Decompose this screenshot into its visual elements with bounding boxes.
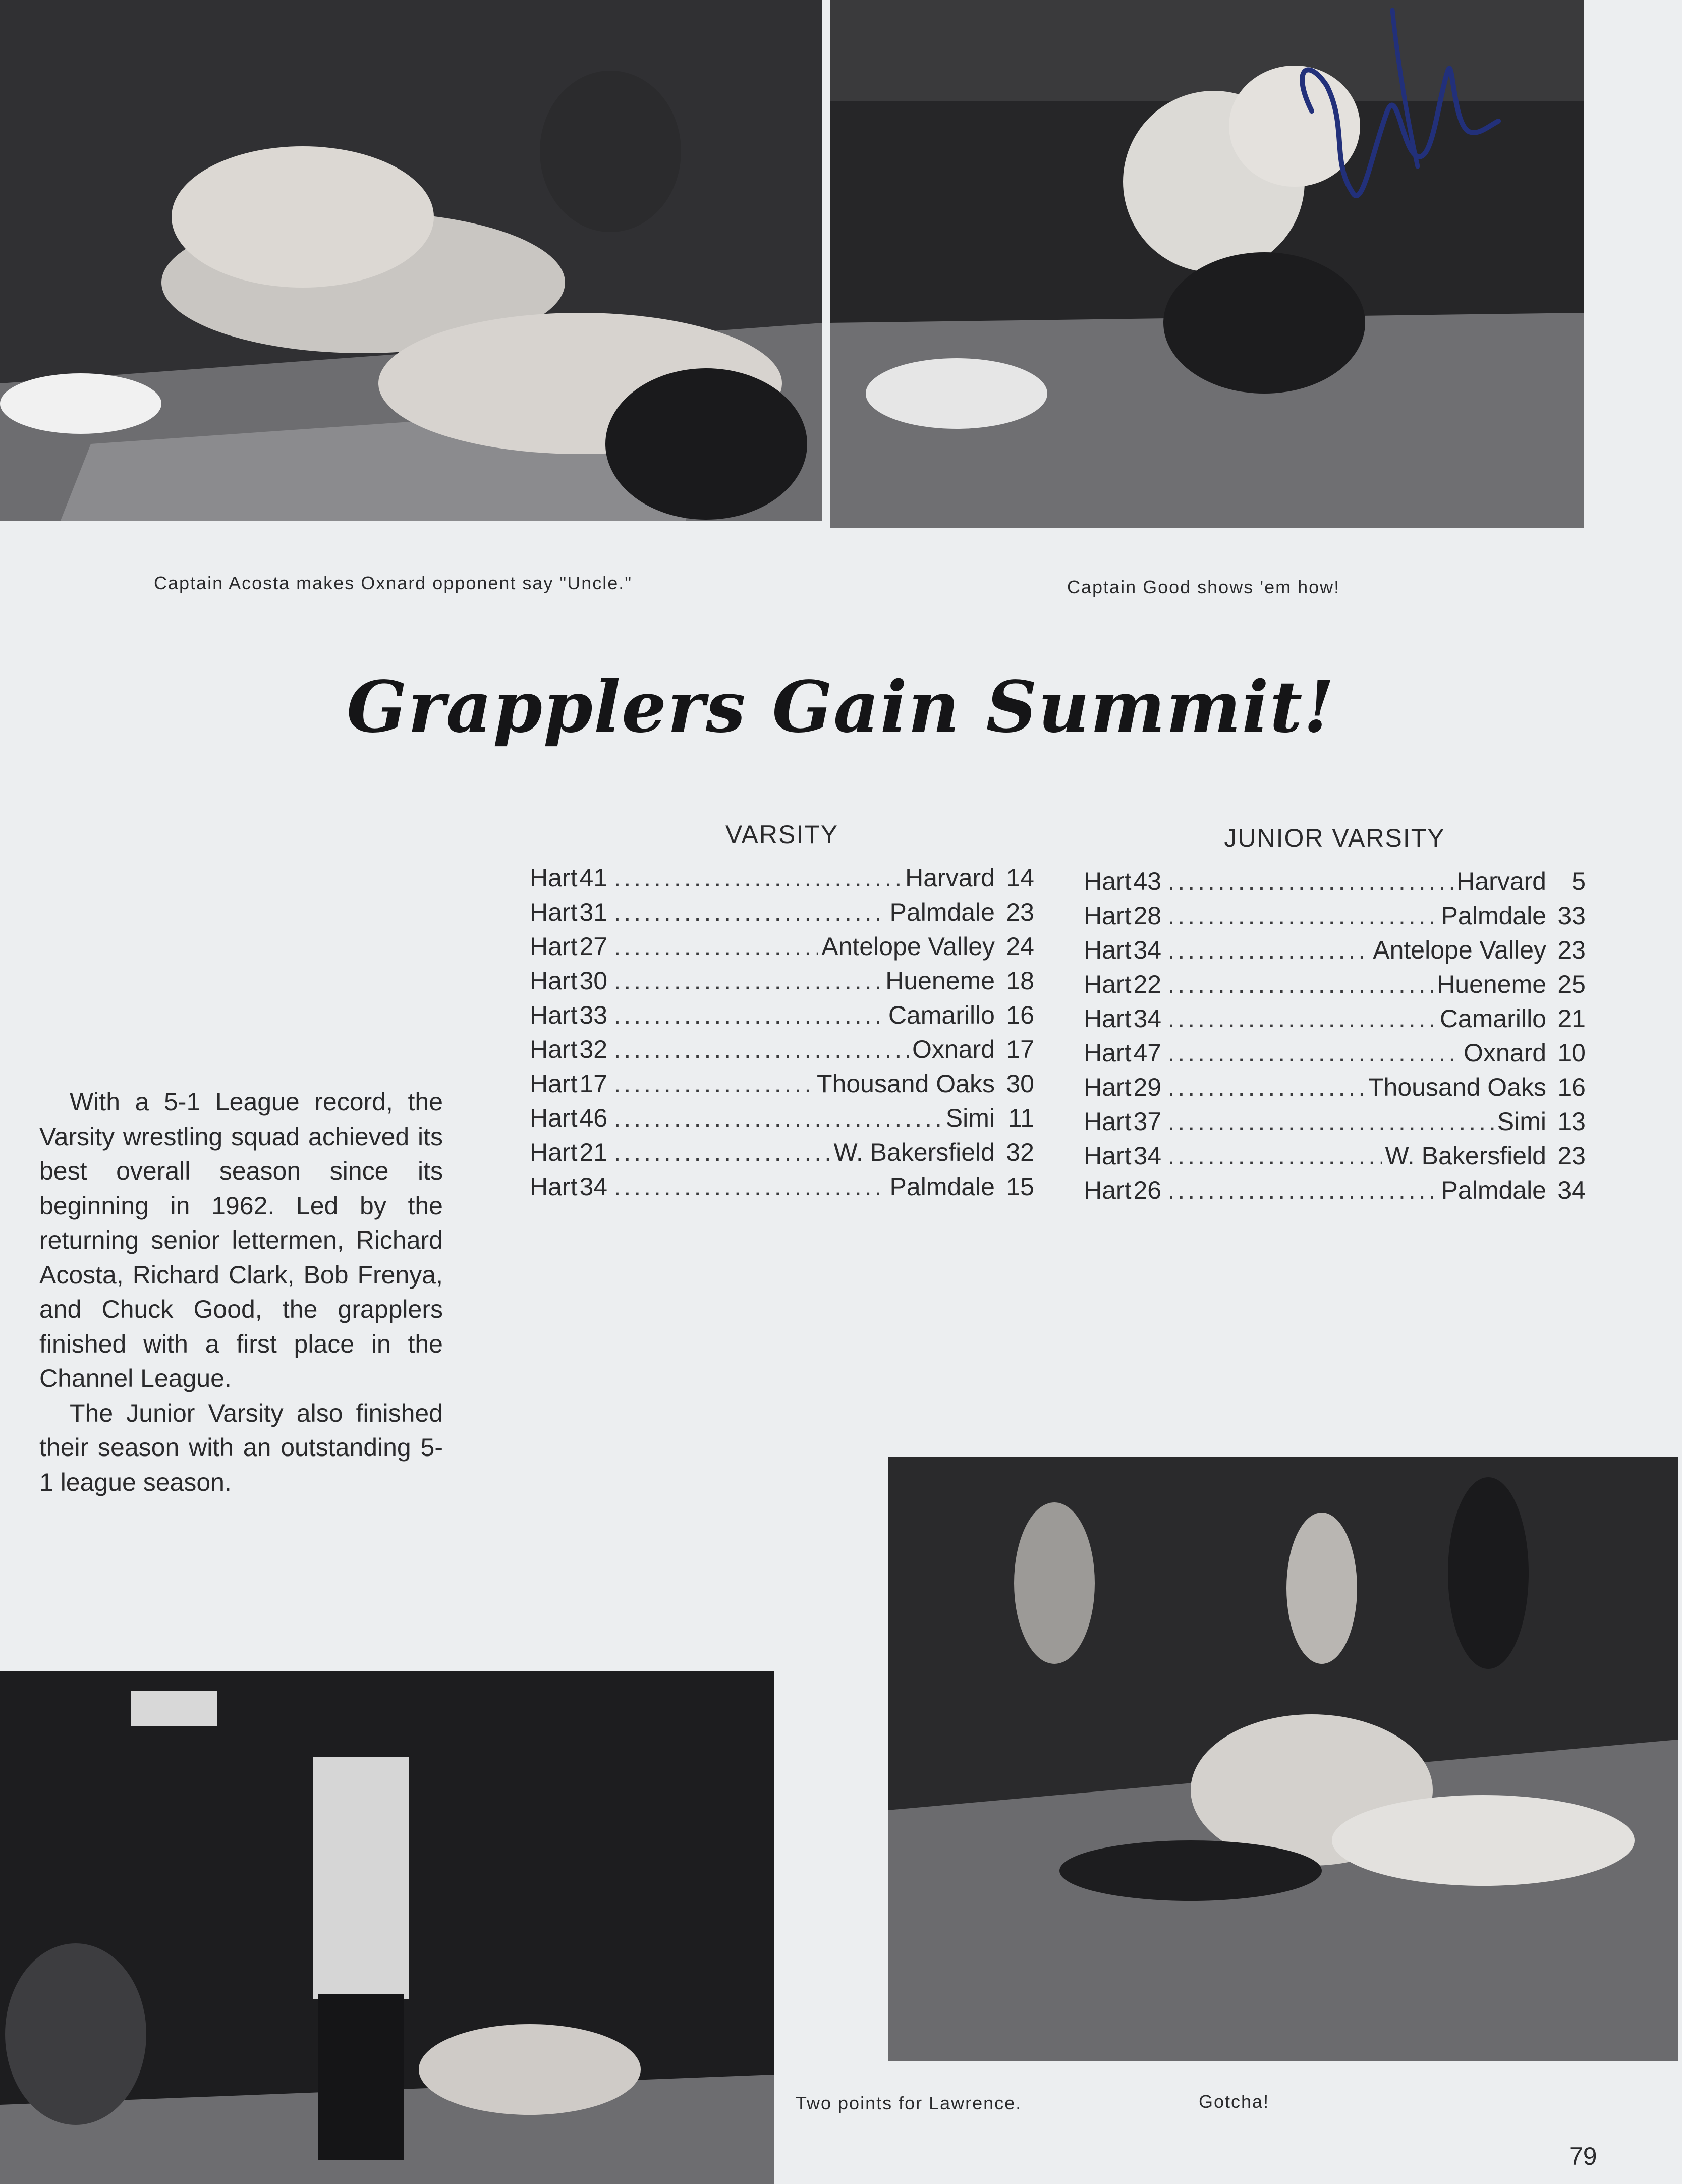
- opponent-score: 30: [1006, 1070, 1034, 1098]
- story-text: [39, 1085, 443, 1499]
- photo-two-points: [0, 1671, 774, 2184]
- opponent-score: 23: [1557, 1142, 1586, 1170]
- dot-leader: [1167, 901, 1438, 930]
- dot-leader: [613, 898, 886, 927]
- result-row: [530, 1035, 1034, 1069]
- caption-top-left: Captain Acosta makes Oxnard opponent say "Uncle.": [154, 573, 633, 593]
- opponent-score: 5: [1572, 867, 1586, 895]
- dot-leader: [613, 1069, 814, 1098]
- dot-leader: [613, 1172, 886, 1201]
- opponent-score: 10: [1557, 1039, 1586, 1067]
- dot-leader: [613, 1000, 885, 1030]
- opponent-name: Thousand Oaks: [1368, 1073, 1546, 1101]
- hart-score: 17: [579, 1070, 608, 1098]
- opponent-score: 17: [1006, 1035, 1034, 1063]
- opponent-name: Hueneme: [885, 967, 995, 995]
- dot-leader: [1167, 1073, 1365, 1102]
- caption-bottom-left: Two points for Lawrence.: [796, 2093, 1022, 2113]
- page-number: 79: [1569, 2142, 1597, 2170]
- opponent-name: Palmdale: [889, 898, 995, 926]
- hart-score: 34: [1133, 1142, 1162, 1170]
- team-name: Hart: [530, 1070, 578, 1098]
- team-name: Hart: [1084, 936, 1132, 964]
- team-name: Hart: [1084, 1004, 1132, 1033]
- team-name: Hart: [530, 932, 578, 961]
- result-row: [530, 932, 1034, 966]
- team-name: Hart: [1084, 1073, 1132, 1101]
- team-name: Hart: [530, 1104, 578, 1132]
- dot-leader: [613, 966, 882, 995]
- hart-score: 41: [579, 864, 608, 892]
- caption-top-right: Captain Good shows 'em how!: [1067, 577, 1340, 597]
- opponent-name: Simi: [945, 1104, 995, 1132]
- result-row: [530, 898, 1034, 932]
- result-row: [530, 1103, 1034, 1138]
- team-name: Hart: [1084, 1107, 1132, 1136]
- dot-leader: [1167, 1004, 1436, 1033]
- hart-score: 34: [1133, 936, 1162, 964]
- result-row: [1084, 935, 1586, 970]
- opponent-score: 14: [1006, 864, 1034, 892]
- team-name: Hart: [530, 1138, 578, 1166]
- jv-schedule: [1084, 823, 1586, 1210]
- result-row: [530, 966, 1034, 1000]
- hart-score: 47: [1133, 1039, 1162, 1067]
- opponent-name: Palmdale: [889, 1172, 995, 1201]
- team-name: Hart: [1084, 902, 1132, 930]
- hart-score: 21: [579, 1138, 608, 1166]
- story-paragraph: With a 5-1 League record, the Varsity wrestling squad achieved its best overall season since its beginning in 1962. Led by the returning senior lettermen, Richard Acosta, Richard Clark, Bob Frenya, and Chuck Good, the grapplers finished with a first place in the Channel League.: [39, 1088, 443, 1392]
- result-row: [530, 863, 1034, 898]
- hart-score: 46: [579, 1104, 608, 1132]
- result-row: [1084, 867, 1586, 901]
- caption-bottom-right: Gotcha!: [1199, 2091, 1270, 2112]
- opponent-name: Antelope Valley: [1373, 936, 1546, 964]
- opponent-name: Oxnard: [1464, 1039, 1546, 1067]
- dot-leader: [1167, 867, 1453, 896]
- opponent-score: 24: [1006, 932, 1034, 961]
- result-row: [1084, 1175, 1586, 1210]
- opponent-name: W. Bakersfield: [833, 1138, 995, 1166]
- hart-score: 28: [1133, 902, 1162, 930]
- team-name: Hart: [530, 1172, 578, 1201]
- opponent-name: Camarillo: [1439, 1004, 1546, 1033]
- result-row: [530, 1172, 1034, 1206]
- result-row: [1084, 1107, 1586, 1141]
- photo-good-hold: [830, 0, 1584, 528]
- team-name: Hart: [530, 1001, 578, 1029]
- dot-leader: [613, 1138, 830, 1167]
- dot-leader: [1167, 1038, 1461, 1068]
- dot-leader: [1167, 1141, 1382, 1170]
- result-row: [1084, 1141, 1586, 1175]
- hart-score: 29: [1133, 1073, 1162, 1101]
- team-name: Hart: [530, 1035, 578, 1063]
- hart-score: 34: [1133, 1004, 1162, 1033]
- team-name: Hart: [1084, 1039, 1132, 1067]
- varsity-heading: VARSITY: [725, 820, 839, 849]
- hart-score: 31: [579, 898, 608, 926]
- opponent-name: Simi: [1497, 1107, 1546, 1136]
- result-row: [530, 1138, 1034, 1172]
- dot-leader: [1167, 935, 1370, 965]
- dot-leader: [1167, 970, 1434, 999]
- team-name: Hart: [1084, 867, 1132, 895]
- opponent-name: Palmdale: [1441, 902, 1546, 930]
- team-name: Hart: [1084, 1142, 1132, 1170]
- dot-leader: [613, 1035, 909, 1064]
- opponent-score: 32: [1006, 1138, 1034, 1166]
- opponent-name: Palmdale: [1441, 1176, 1546, 1204]
- opponent-name: Camarillo: [888, 1001, 995, 1029]
- hart-score: 32: [579, 1035, 608, 1063]
- hart-score: 26: [1133, 1176, 1162, 1204]
- hart-score: 43: [1133, 867, 1162, 895]
- team-name: Hart: [530, 967, 578, 995]
- hart-score: 27: [579, 932, 608, 961]
- opponent-name: Thousand Oaks: [817, 1070, 995, 1098]
- jv-results: [1084, 867, 1586, 1210]
- result-row: [1084, 970, 1586, 1004]
- dot-leader: [613, 1103, 942, 1133]
- opponent-name: Harvard: [1456, 867, 1546, 895]
- opponent-score: 33: [1557, 902, 1586, 930]
- hart-score: 33: [579, 1001, 608, 1029]
- hart-score: 37: [1133, 1107, 1162, 1136]
- team-name: Hart: [1084, 970, 1132, 998]
- opponent-name: Antelope Valley: [821, 932, 995, 961]
- varsity-results: [530, 863, 1034, 1206]
- result-row: [1084, 901, 1586, 935]
- page-headline: Grapplers Gain Summit!: [347, 666, 1335, 749]
- result-row: [1084, 1073, 1586, 1107]
- opponent-score: 18: [1006, 967, 1034, 995]
- hart-score: 22: [1133, 970, 1162, 998]
- result-row: [530, 1069, 1034, 1103]
- opponent-name: Oxnard: [912, 1035, 995, 1063]
- opponent-score: 13: [1557, 1107, 1586, 1136]
- opponent-score: 16: [1557, 1073, 1586, 1101]
- opponent-score: 21: [1557, 1004, 1586, 1033]
- opponent-score: 11: [1008, 1104, 1034, 1132]
- dot-leader: [613, 932, 818, 961]
- result-row: [530, 1000, 1034, 1035]
- result-row: [1084, 1004, 1586, 1038]
- jv-heading: JUNIOR VARSITY: [1224, 824, 1445, 852]
- team-name: Hart: [530, 898, 578, 926]
- photo-acosta-pin: [0, 0, 822, 521]
- opponent-name: W. Bakersfield: [1385, 1142, 1546, 1170]
- result-row: [1084, 1038, 1586, 1073]
- team-name: Hart: [1084, 1176, 1132, 1204]
- opponent-score: 23: [1557, 936, 1586, 964]
- opponent-score: 16: [1006, 1001, 1034, 1029]
- opponent-score: 34: [1557, 1176, 1586, 1204]
- story-paragraph: The Junior Varsity also finished their season with an outstanding 5-1 league season.: [39, 1398, 443, 1496]
- hart-score: 30: [579, 967, 608, 995]
- opponent-score: 15: [1006, 1172, 1034, 1201]
- photo-gotcha: [888, 1457, 1678, 2061]
- opponent-score: 23: [1006, 898, 1034, 926]
- opponent-name: Harvard: [905, 864, 995, 892]
- dot-leader: [1167, 1107, 1494, 1136]
- dot-leader: [613, 863, 902, 892]
- hart-score: 34: [579, 1172, 608, 1201]
- varsity-schedule: [530, 820, 1034, 1206]
- opponent-score: 25: [1557, 970, 1586, 998]
- opponent-name: Hueneme: [1437, 970, 1546, 998]
- dot-leader: [1167, 1175, 1438, 1205]
- team-name: Hart: [530, 864, 578, 892]
